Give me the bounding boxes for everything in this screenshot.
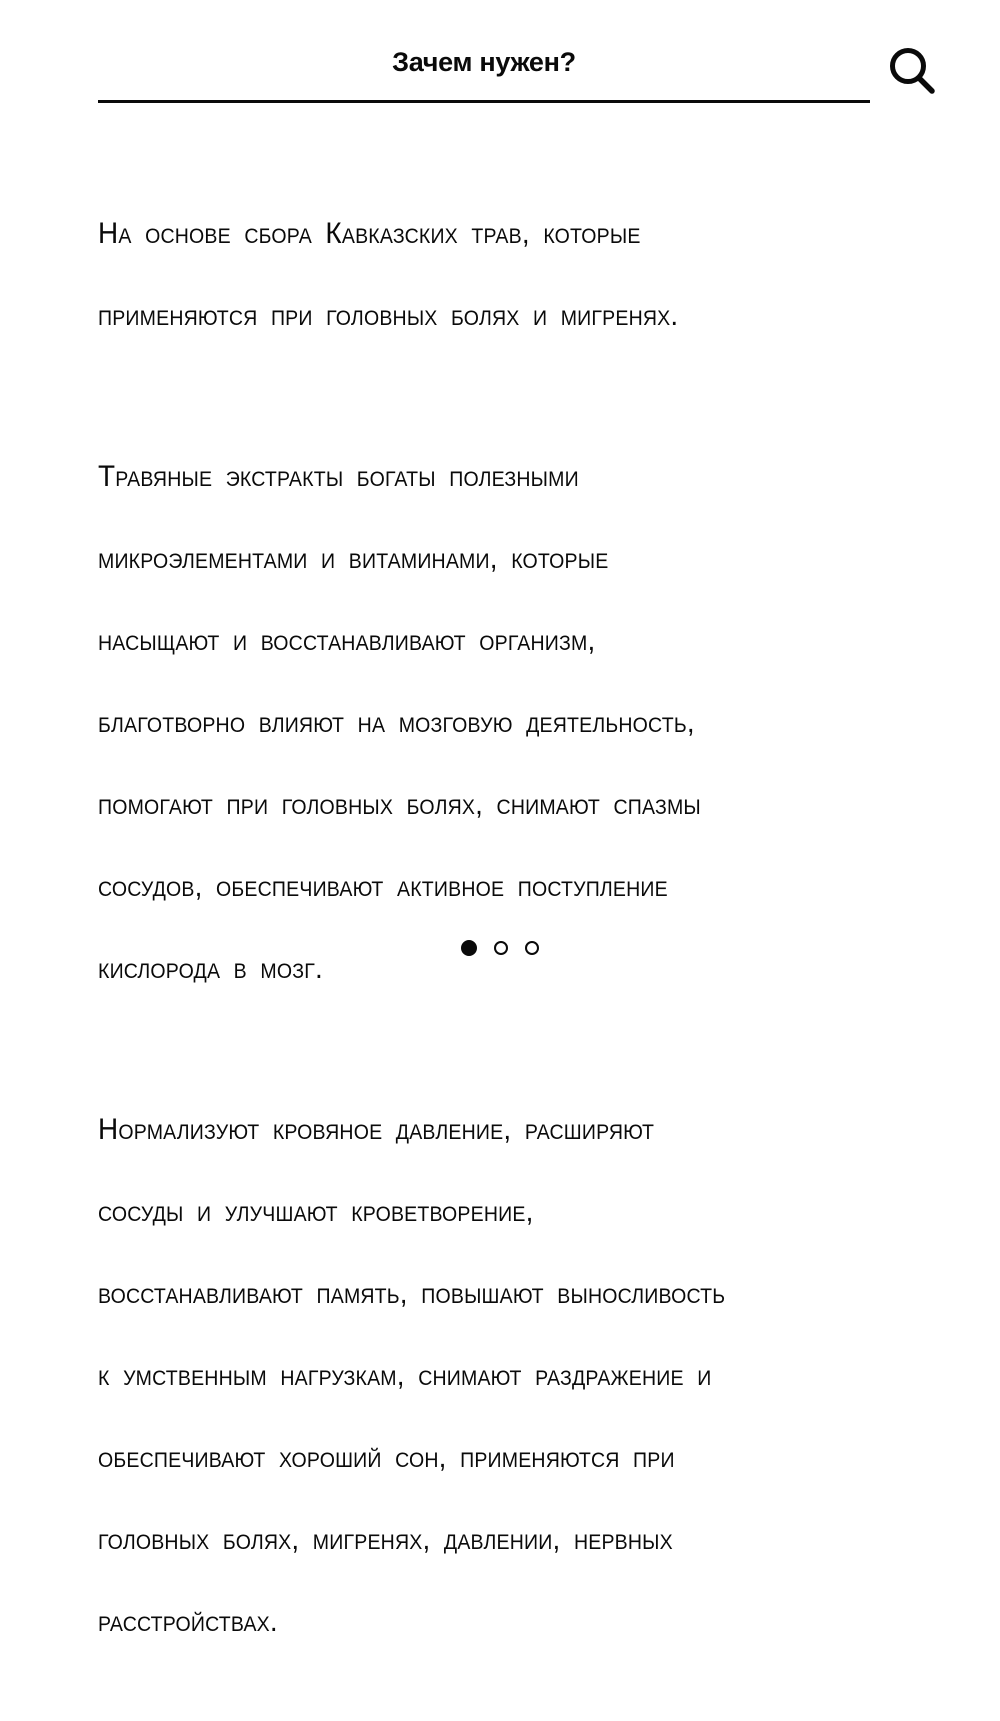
paragraph-extracts [98, 415, 898, 1030]
page-header [0, 0, 1000, 120]
title-divider [98, 100, 870, 103]
text-line: обеспечивают хороший сон, применяются при [98, 1441, 675, 1474]
text-line: головных болях, мигренях, давлении, нервных [98, 1523, 673, 1556]
text-line: благотворно влияют на мозговую деятельность, [98, 706, 695, 739]
page-title: Зачем нужен? [392, 47, 576, 77]
search-button[interactable] [884, 40, 944, 100]
text-line: насыщают и восстанавливают организм, [98, 624, 596, 657]
search-icon [884, 40, 944, 100]
paragraph-intro [98, 172, 898, 377]
carousel-pager [0, 941, 1000, 956]
text-line: помогают при головных болях, снимают спазмы [98, 788, 701, 821]
pager-dot-3[interactable] [525, 941, 539, 955]
text-line: микроэлементами и витаминами, которые [98, 542, 609, 575]
text-line: к умственным нагрузкам, снимают раздражение и [98, 1359, 712, 1392]
text-line: сосудов, обеспечивают активное поступление [98, 870, 668, 903]
paragraph-benefits [98, 1068, 898, 1683]
text-line: На основе сбора Кавказских трав, которые [98, 217, 641, 250]
text-line: Травяные экстракты богаты полезными [98, 460, 579, 493]
pager-dot-2[interactable] [494, 941, 508, 955]
text-line: кислорода в мозг. [98, 952, 323, 985]
pager-dot-1-active[interactable] [461, 940, 477, 956]
text-line: применяются при головных болях и мигренях. [98, 299, 679, 332]
text-line: восстанавливают память, повышают выносливость [98, 1277, 726, 1310]
text-line: сосуды и улучшают кроветворение, [98, 1195, 534, 1228]
text-line: расстройствах. [98, 1605, 278, 1638]
text-line: Нормализуют кровяное давление, расширяют [98, 1113, 655, 1146]
